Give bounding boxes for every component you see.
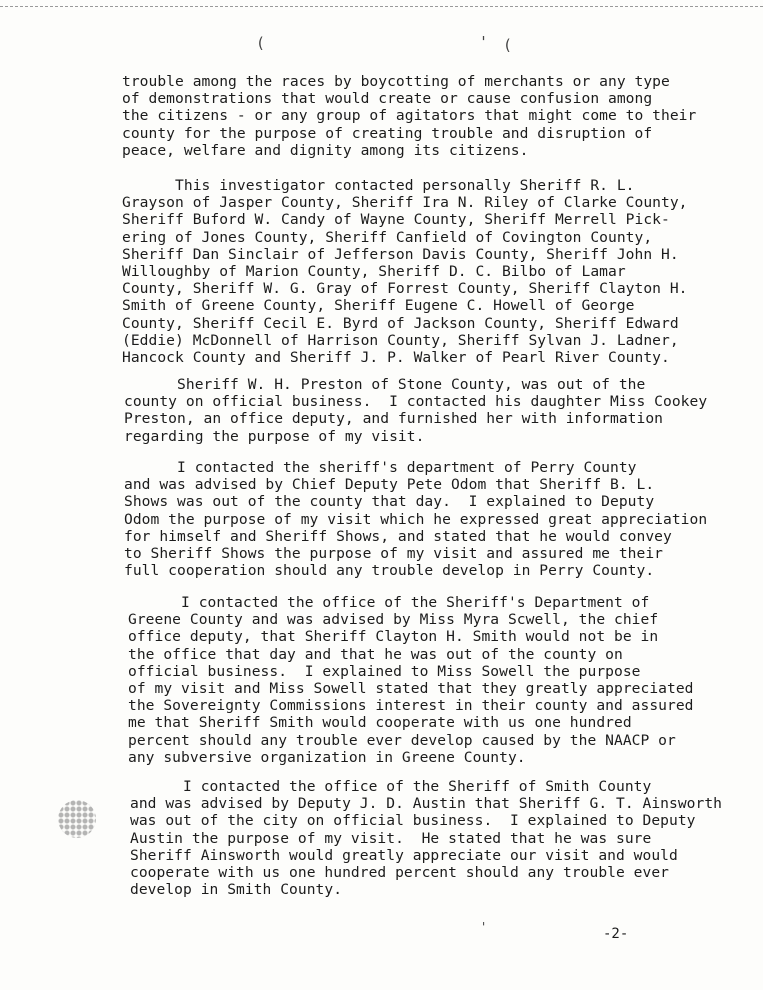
scan-mark: ' bbox=[480, 920, 488, 934]
page-number: -2- bbox=[603, 926, 629, 942]
punch-hole-mark bbox=[58, 800, 96, 838]
paragraph-2: This investigator contacted personally Sheriff R. L. Grayson of Jasper County, Sheriff Ira N. Riley of Clarke County, Sheriff Buford W. Candy of Wayne County, Sheriff Merrell Pick- ering of Jones County, Sheriff Canfield of Covington County, Sheriff Dan Sinclair of Jefferson Davis County, Sheriff John H. Willoughby of Marion County, Sheriff D. C. Bilbo of Lamar County, Sheriff W. G. Gray of Forrest County, Sheriff Clayton H. Smith of Greene County, Sheriff Eugene C. Howell of George County, Sheriff Cecil E. Byrd of Jackson County, Sheriff Edward (Eddie) McDonnell of Harrison County, Sheriff Sylvan J. Ladner, Hancock County and Sheriff J. P. Walker of Pearl River County. bbox=[122, 177, 688, 367]
scan-mark: ( bbox=[256, 34, 266, 52]
page-top-edge bbox=[0, 0, 763, 7]
scan-mark: ' bbox=[479, 33, 489, 51]
paragraph-3: Sheriff W. H. Preston of Stone County, was out of the county on official business. I contacted his daughter Miss Cookey Preston, an office deputy, and furnished her with information regarding the purpose of my visit. bbox=[124, 376, 708, 445]
paragraph-1: trouble among the races by boycotting of merchants or any type of demonstrations that would create or cause confusion among the citizens - or any group of agitators that might come to their county for the purpose of creating trouble and disruption of peace, welfare and dignity among its citizens. bbox=[122, 73, 697, 159]
scan-mark: ( bbox=[503, 36, 513, 54]
paragraph-6: I contacted the office of the Sheriff of Smith County and was advised by Deputy J. D. Austin that Sheriff G. T. Ainsworth was out of the city on official business. I explained to Deputy Austin the purpose of my visit. He stated that he was sure Sheriff Ainsworth would greatly appreciate our visit and would cooperate with us one hundred percent should any trouble ever develop in Smith County. bbox=[130, 778, 723, 899]
paragraph-5: I contacted the office of the Sheriff's Department of Greene County and was advised by Miss Myra Scwell, the chief office deputy, that Sheriff Clayton H. Smith would not be in the office that day and that he was out of the county on official business. I explained to Miss Sowell the purpose of my visit and Miss Sowell stated that they greatly appreciated the Sovereignty Commissions interest in their county and assured me that Sheriff Smith would cooperate with us one hundred percent should any trouble ever develop caused by the NAACP or any subversive organization in Greene County. bbox=[128, 594, 694, 766]
paragraph-4: I contacted the sheriff's department of Perry County and was advised by Chief Deputy Pete Odom that Sheriff B. L. Shows was out of the county that day. I explained to Deputy Odom the purpose of my visit which he expressed great appreciation for himself and Sheriff Shows, and stated that he would convey to Sheriff Shows the purpose of my visit and assured me their full cooperation should any trouble develop in Perry County. bbox=[124, 459, 708, 580]
